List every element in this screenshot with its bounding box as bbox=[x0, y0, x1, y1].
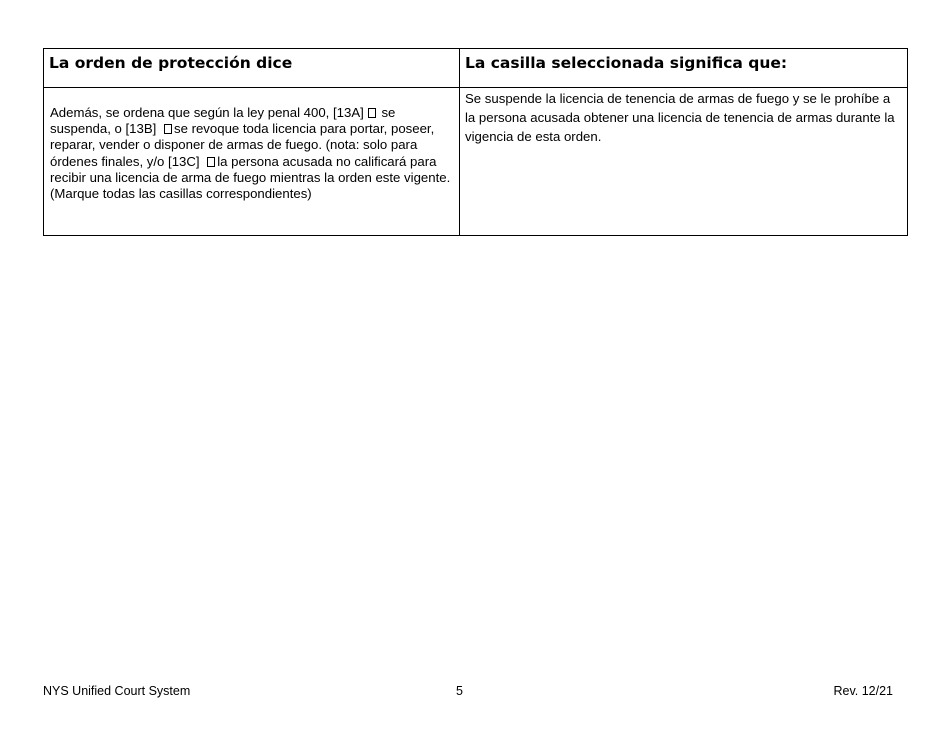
order-text-part-4: la persona acusada no calificará para recibir una licencia de arma de fuego mientras la orden este vigente. (Marque todas las casillas correspondientes) bbox=[50, 153, 451, 202]
footer-organization: NYS Unified Court System bbox=[43, 684, 191, 698]
checkbox-13a-icon bbox=[368, 108, 376, 118]
header-order-says: La orden de protección dice bbox=[44, 49, 460, 88]
order-text-part-1: Además, se ordena que según la ley penal 400, [13A] bbox=[50, 105, 364, 120]
footer-revision: Rev. 12/21 bbox=[833, 684, 893, 698]
order-text-cell bbox=[44, 88, 460, 236]
order-text-part-2: se suspenda, o [13B] bbox=[50, 105, 396, 137]
table-header-row bbox=[44, 49, 908, 88]
checkbox-13c-icon bbox=[207, 157, 215, 167]
table-row bbox=[44, 88, 908, 236]
meaning-text-cell: Se suspende la licencia de tenencia de armas de fuego y se le prohíbe a la persona acusada obtener una licencia de tenencia de armas durante la vigencia de esta orden. bbox=[460, 88, 908, 236]
protection-order-table bbox=[43, 48, 908, 236]
footer-page-number: 5 bbox=[456, 684, 463, 698]
header-box-means: La casilla seleccionada significa que: bbox=[460, 49, 908, 88]
order-text-part-3: se revoque toda licencia para portar, poseer, reparar, vender o disponer de armas de fuego. (nota: solo para órdenes finales, y/o [13C] bbox=[50, 121, 435, 169]
checkbox-13b-icon bbox=[164, 124, 172, 134]
